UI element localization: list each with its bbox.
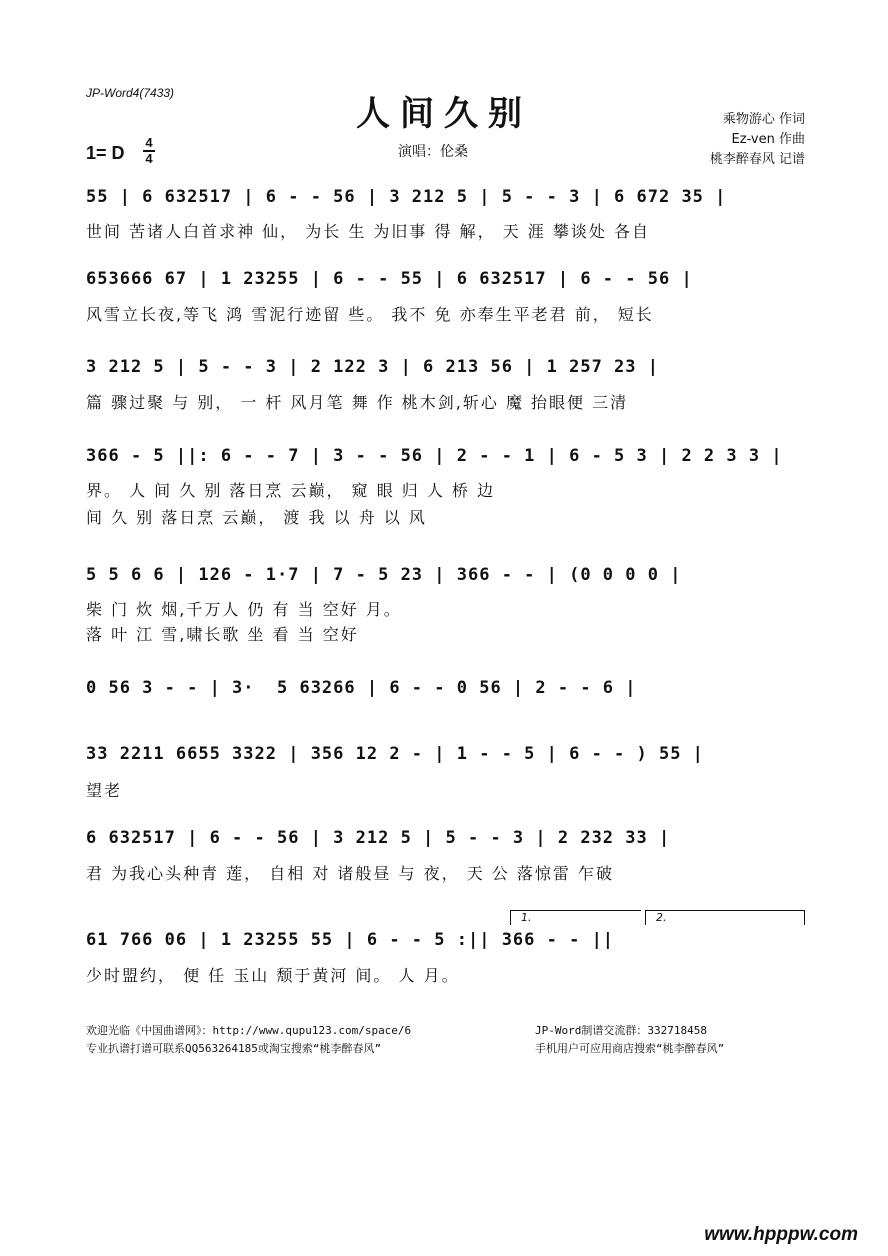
notation-row-1: 55 | 6 632517 | 6 - - 56 | 3 212 5 | 5 - - 3 | 6 672 35 | bbox=[86, 187, 727, 207]
notation-row-5: 5 5 6 6 | 126 - 1·7 | 7 - 5 23 | 366 - - | (0 0 0 0 | bbox=[86, 565, 682, 585]
transcriber-credit: 桃李醉春风 记谱 bbox=[709, 152, 805, 167]
notation-row-3: 3 212 5 | 5 - - 3 | 2 122 3 | 6 213 56 | 1 257 23 | bbox=[86, 357, 659, 377]
credits bbox=[600, 110, 805, 170]
notation-row-7: 33 2211 6655 3322 | 356 12 2 - | 1 - - 5 | 6 - - ) 55 | bbox=[86, 744, 704, 764]
time-signature bbox=[142, 136, 156, 166]
volta-second bbox=[645, 910, 805, 925]
lyric-row-5b: 落 叶 江 雪,啸长歌 坐 看 当 空好 bbox=[86, 625, 359, 644]
lyric-row-9: 少时盟约， 便 任 玉山 颓于黄河 间。 人 月。 bbox=[86, 966, 460, 985]
key-signature: 1= D bbox=[86, 143, 125, 163]
notation-row-2: 653666 67 | 1 23255 | 6 - - 55 | 6 632517 | 6 - - 56 | bbox=[86, 269, 693, 289]
footer-app: 手机用户可应用商店搜索“桃李醉春风” bbox=[535, 1042, 725, 1055]
lyric-row-5a: 柴 门 炊 烟,千万人 仍 有 当 空好 月。 bbox=[86, 600, 402, 619]
composer-credit: Ez-ven 作曲 bbox=[731, 132, 805, 147]
lyric-row-3: 篇 骤过聚 与 别， 一 杆 风月笔 舞 作 桃木剑,斩心 魔 抬眼便 三清 bbox=[86, 393, 629, 412]
lyric-row-8: 君 为我心头种青 莲， 自相 对 诸般昼 与 夜， 天 公 落惊雷 乍破 bbox=[86, 864, 614, 883]
time-signature-top: 4 bbox=[145, 135, 153, 150]
time-signature-bottom: 4 bbox=[145, 151, 153, 166]
notation-row-9: 61 766 06 | 1 23255 55 | 6 - - 5 :|| 366 - - || bbox=[86, 930, 615, 950]
footer-website: 欢迎光临《中国曲谱网》：http://www.qupu123.com/space/6 bbox=[86, 1024, 412, 1037]
notation-row-4: 366 - 5 ||: 6 - - 7 | 3 - - 56 | 2 - - 1 | 6 - 5 3 | 2 2 3 3 | bbox=[86, 446, 783, 466]
volta-first bbox=[510, 910, 641, 925]
lyric-row-2: 风雪立长夜,等飞 鸿 雪泥行迹留 些。 我不 免 亦奉生平老君 前， 短长 bbox=[86, 305, 654, 324]
notation-row-6: 0 56 3 - - | 3· 5 63266 | 6 - - 0 56 | 2 - - 6 | bbox=[86, 678, 637, 698]
lyric-row-4a: 界。 人 间 久 别 落日烹 云巅， 窥 眼 归 人 桥 边 bbox=[86, 481, 496, 500]
song-title: 人间久别 bbox=[356, 94, 532, 134]
watermark: www.hpppw.com bbox=[704, 1224, 858, 1245]
software-label: JP-Word4(7433) bbox=[86, 86, 175, 100]
lyricist-credit: 乘物游心 作词 bbox=[722, 112, 805, 127]
singer-label: 演唱：伦桑 bbox=[398, 144, 468, 160]
footer-group: JP-Word制谱交流群：332718458 bbox=[535, 1024, 707, 1037]
lyric-row-4b: 间 久 别 落日烹 云巅， 渡 我 以 舟 以 风 bbox=[86, 508, 427, 527]
footer-contact: 专业扒谱打谱可联系QQ563264185或淘宝搜索“桃李醉春风” bbox=[86, 1042, 382, 1055]
lyric-row-1: 世间 苦诸人白首求神 仙， 为长 生 为旧事 得 解， 天 涯 攀谈处 各自 bbox=[86, 222, 650, 241]
volta-second-label: 2. bbox=[656, 911, 667, 924]
notation-row-8: 6 632517 | 6 - - 56 | 3 212 5 | 5 - - 3 | 2 232 33 | bbox=[86, 828, 671, 848]
lyric-row-7: 望老 bbox=[86, 781, 123, 800]
volta-first-label: 1. bbox=[521, 911, 532, 924]
